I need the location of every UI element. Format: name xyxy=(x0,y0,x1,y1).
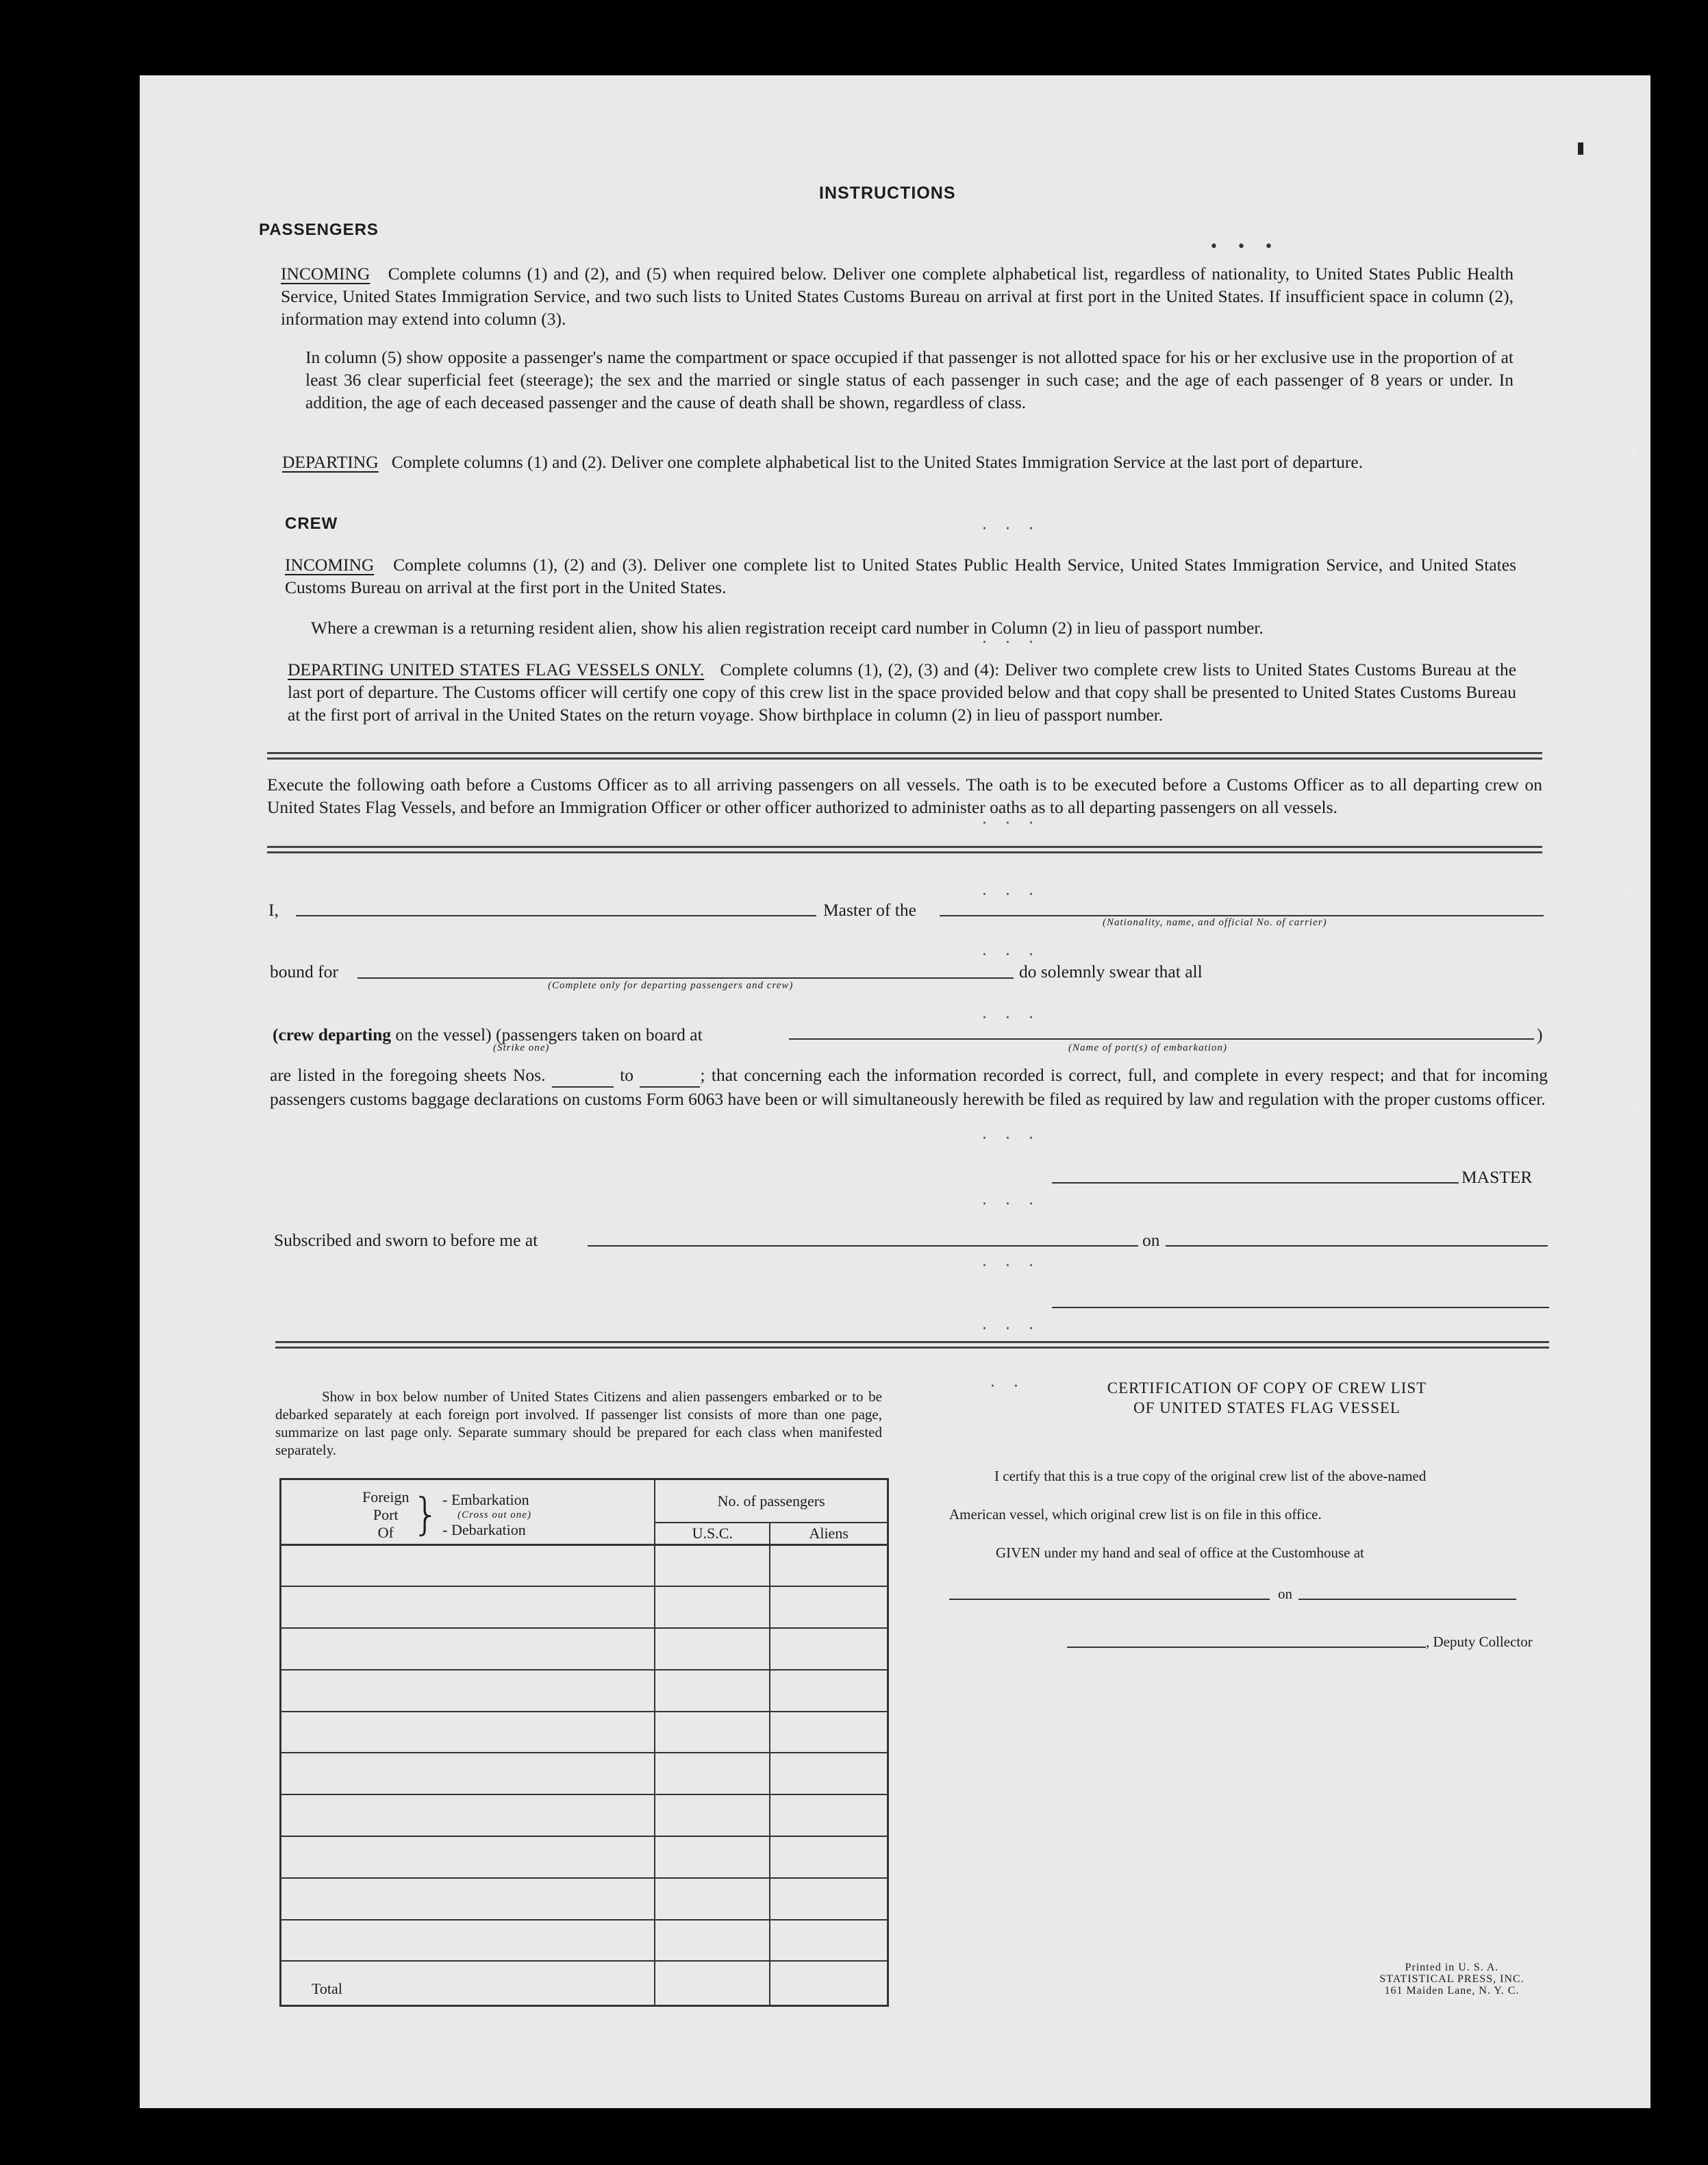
section-divider xyxy=(267,752,1542,760)
oath-instruction: Execute the following oath before a Customs Officer as to all arriving passengers on all vessels. The oath is to be executed before a Customs Officer as to all departing crew on United States Flag Vessels, and before an Immigration Officer or other officer authorized to administer oaths as to all departing passengers on all vessels. xyxy=(267,775,1542,817)
section-divider xyxy=(267,846,1542,853)
scan-mark xyxy=(1633,1107,1637,1111)
port-header-cell xyxy=(281,1479,655,1545)
crew-departing-paragraph xyxy=(288,658,1516,726)
sworn-date-line xyxy=(1166,1245,1548,1247)
strike-caption: (Strike one) xyxy=(493,1042,550,1053)
embark-debark-options xyxy=(442,1492,531,1538)
scan-dots: · · · xyxy=(982,1010,1040,1027)
sworn-on-label: on xyxy=(1142,1230,1160,1250)
passengers-departing-text: Complete columns (1) and (2). Deliver one complete alphabetical list to the United States Immigration Service at the last port of departure. xyxy=(391,452,1364,472)
usc-total-cell[interactable] xyxy=(655,1961,770,2005)
port-cell[interactable] xyxy=(281,1836,655,1878)
oath-i-label: I, xyxy=(268,900,279,920)
usc-cell[interactable] xyxy=(655,1878,770,1920)
aliens-total-cell[interactable] xyxy=(770,1961,888,2005)
passengers-heading: PASSENGERS xyxy=(259,221,379,239)
passenger-summary-table xyxy=(279,1478,889,2007)
usc-cell[interactable] xyxy=(655,1628,770,1670)
deputy-signature-line xyxy=(1067,1647,1426,1648)
crew-resident-paragraph: Where a crewman is a returning resident alien, show his alien registration receipt card number in Column (2) in lieu of passport number. xyxy=(311,618,1264,638)
cross-out-caption: (Cross out one) xyxy=(457,1510,531,1520)
sheet-from-blank xyxy=(552,1064,614,1088)
officer-signature-line xyxy=(1052,1307,1549,1308)
crew-passengers-line xyxy=(273,1023,703,1046)
passengers-option: on the vessel) (passengers taken on board at xyxy=(391,1025,703,1044)
passengers-incoming-text: Complete columns (1) and (2), and (5) when required below. Deliver one complete alphabetical list, regardless of nationality, to United States Public Health Service, United States Immigration Service, and two such lists to United States Customs Bureau on arrival at first port in the United States. If insufficient space in column (2), information may extend into column (3). xyxy=(281,264,1514,329)
scan-mark xyxy=(1645,1686,1649,1690)
certification-text2: American vessel, which original crew list is on file in this office. xyxy=(949,1506,1322,1523)
printer-imprint xyxy=(1342,1962,1561,1997)
debarkation-option: - Debarkation xyxy=(442,1521,526,1538)
usc-cell[interactable] xyxy=(655,1586,770,1628)
port-cell[interactable] xyxy=(281,1920,655,1962)
scan-dots: · · · xyxy=(982,1321,1040,1338)
listed-text-a: are listed in the foregoing sheets Nos. xyxy=(270,1065,546,1085)
crew-departing-text: Complete columns (1), (2), (3) and (4): Deliver two complete crew lists to United States Customs Bureau at the last port of departure. The Customs officer will certify one copy of this crew list in the space provided below and that copy shall be presented to United States Customs Bureau at the first port of arrival in the United States on the return voyage. Show birthplace in column (2) in lieu of passport number. xyxy=(288,660,1517,725)
aliens-header: Aliens xyxy=(770,1523,888,1544)
printer-line2: STATISTICAL PRESS, INC. xyxy=(1379,1973,1524,1985)
scan-dots: · · · xyxy=(982,521,1040,538)
port-cell[interactable] xyxy=(281,1670,655,1712)
usc-cell[interactable] xyxy=(655,1712,770,1753)
scan-dots: · · · xyxy=(982,1130,1040,1147)
scan-dots: · · · xyxy=(982,1196,1040,1213)
port-cell[interactable] xyxy=(281,1712,655,1753)
usc-cell[interactable] xyxy=(655,1920,770,1962)
port-cell[interactable] xyxy=(281,1586,655,1628)
scan-dots: · · · xyxy=(982,947,1040,964)
crew-incoming-paragraph xyxy=(285,553,1516,599)
listed-to: to xyxy=(620,1065,634,1085)
usc-cell[interactable] xyxy=(655,1753,770,1794)
embarkation-option: - Embarkation xyxy=(442,1491,529,1508)
scan-mark xyxy=(1631,452,1635,456)
crew-departing-label: DEPARTING UNITED STATES FLAG VESSELS ONLY. xyxy=(288,660,705,679)
aliens-cell[interactable] xyxy=(770,1586,888,1628)
crew-incoming-label: INCOMING xyxy=(285,555,375,575)
passengers-departing-label: DEPARTING xyxy=(282,452,379,472)
passengers-departing-paragraph xyxy=(282,451,1514,473)
usc-cell[interactable] xyxy=(655,1544,770,1586)
brace-icon: } xyxy=(412,1490,440,1540)
usc-header: U.S.C. xyxy=(655,1523,770,1544)
listed-sheets-paragraph xyxy=(270,1064,1548,1110)
aliens-cell[interactable] xyxy=(770,1920,888,1962)
usc-cell[interactable] xyxy=(655,1794,770,1836)
certification-on: on xyxy=(1278,1586,1292,1602)
aliens-cell[interactable] xyxy=(770,1712,888,1753)
sworn-place-line xyxy=(588,1245,1138,1247)
usc-cell[interactable] xyxy=(655,1670,770,1712)
embarkation-port-line xyxy=(789,1038,1534,1040)
master-of-label: Master of the xyxy=(823,900,916,920)
carrier-line xyxy=(940,915,1544,916)
customhouse-line xyxy=(949,1599,1270,1600)
scan-dots: · · · xyxy=(982,886,1040,903)
scan-mark xyxy=(1627,890,1631,894)
crew-heading: CREW xyxy=(285,514,338,533)
foreign-label: Foreign xyxy=(362,1488,410,1505)
total-label: Total xyxy=(281,1961,655,2005)
certification-text3: GIVEN under my hand and seal of office at the Customhouse at xyxy=(996,1544,1364,1561)
embarkation-caption: (Name of port(s) of embarkation) xyxy=(1068,1042,1227,1053)
certification-title-line1: CERTIFICATION OF COPY OF CREW LIST xyxy=(1107,1379,1427,1397)
scan-dots: · · · xyxy=(982,1257,1040,1275)
of-label: Of xyxy=(377,1524,394,1541)
usc-cell[interactable] xyxy=(655,1836,770,1878)
swear-text: do solemnly swear that all xyxy=(1019,962,1203,981)
scan-dots: · · · xyxy=(982,815,1040,832)
no-of-passengers-header: No. of passengers xyxy=(655,1479,888,1523)
port-cell[interactable] xyxy=(281,1628,655,1670)
certification-date-line xyxy=(1298,1599,1516,1600)
port-label: Port xyxy=(373,1506,399,1523)
aliens-cell[interactable] xyxy=(770,1878,888,1920)
bound-for-label: bound for xyxy=(270,962,338,981)
passengers-incoming-label: INCOMING xyxy=(281,264,371,284)
crew-incoming-text: Complete columns (1), (2) and (3). Deliver one complete list to United States Public Health Service, United States Immigration Service, and United States Customs Bureau on arrival at the first port in the United States. xyxy=(285,555,1517,597)
passengers-incoming-paragraph xyxy=(281,262,1514,330)
aliens-cell[interactable] xyxy=(770,1753,888,1794)
summary-note: Show in box below number of United States Citizens and alien passengers embarked or to be debarked separately at each foreign port involved. If passenger list consists of more than one page, summarize on last page only. Separate summary should be prepared for each class when manifested separately. xyxy=(275,1388,882,1458)
bound-for-line xyxy=(357,977,1014,979)
printer-line3: 161 Maiden Lane, N. Y. C. xyxy=(1384,1985,1520,1997)
deputy-collector-label: , Deputy Collector xyxy=(1426,1634,1533,1650)
master-signature-line xyxy=(1052,1182,1459,1184)
aliens-cell[interactable] xyxy=(770,1544,888,1586)
scan-dots: • • • xyxy=(1209,238,1280,255)
foreign-port-of-label xyxy=(362,1488,409,1542)
master-name-line xyxy=(296,915,816,916)
aliens-cell[interactable] xyxy=(770,1670,888,1712)
sheet-to-blank xyxy=(640,1064,700,1088)
crew-departing-option: (crew departing xyxy=(273,1025,392,1044)
aliens-cell[interactable] xyxy=(770,1836,888,1878)
certification-text1: I certify that this is a true copy of the original crew list of the above-named xyxy=(994,1468,1427,1484)
subscribed-label: Subscribed and sworn to before me at xyxy=(274,1230,538,1250)
port-cell[interactable] xyxy=(281,1794,655,1836)
printer-line1: Printed in U. S. A. xyxy=(1405,1962,1499,1973)
scan-dots: · · xyxy=(990,1378,1025,1395)
port-cell[interactable] xyxy=(281,1753,655,1794)
port-cell[interactable] xyxy=(281,1878,655,1920)
close-paren: ) xyxy=(1537,1025,1543,1044)
scan-dots: · · · xyxy=(982,634,1040,651)
aliens-cell[interactable] xyxy=(770,1794,888,1836)
master-label: MASTER xyxy=(1461,1167,1533,1187)
scan-mark xyxy=(1578,142,1583,155)
carrier-caption: (Nationality, name, and official No. of carrier) xyxy=(1103,917,1327,928)
passengers-column5-paragraph: In column (5) show opposite a passenger's name the compartment or space occupied if that passenger is not allotted space for his or her exclusive use in the proportion of at least 36 clear superficial feet (steerage); the sex and the married or single status of each passenger in such case; and the age of each passenger of 8 years or under. In addition, the age of each deceased passenger and the cause of death shall be shown, regardless of class. xyxy=(305,347,1514,412)
port-cell[interactable] xyxy=(281,1544,655,1586)
certification-title-line2: OF UNITED STATES FLAG VESSEL xyxy=(1133,1399,1401,1416)
page-title: INSTRUCTIONS xyxy=(819,184,956,203)
bound-for-caption: (Complete only for departing passengers and crew) xyxy=(548,980,794,991)
listed-text-b: ; that concerning each the information recorded is correct, full, and complete in every respect; and that for incoming passengers customs baggage declarations on customs Form 6063 have been or will simultaneously herewith be filed as required by law and regulation with the proper customs officer. xyxy=(270,1065,1548,1109)
certification-title xyxy=(1048,1378,1486,1418)
aliens-cell[interactable] xyxy=(770,1628,888,1670)
section-divider xyxy=(275,1341,1549,1349)
